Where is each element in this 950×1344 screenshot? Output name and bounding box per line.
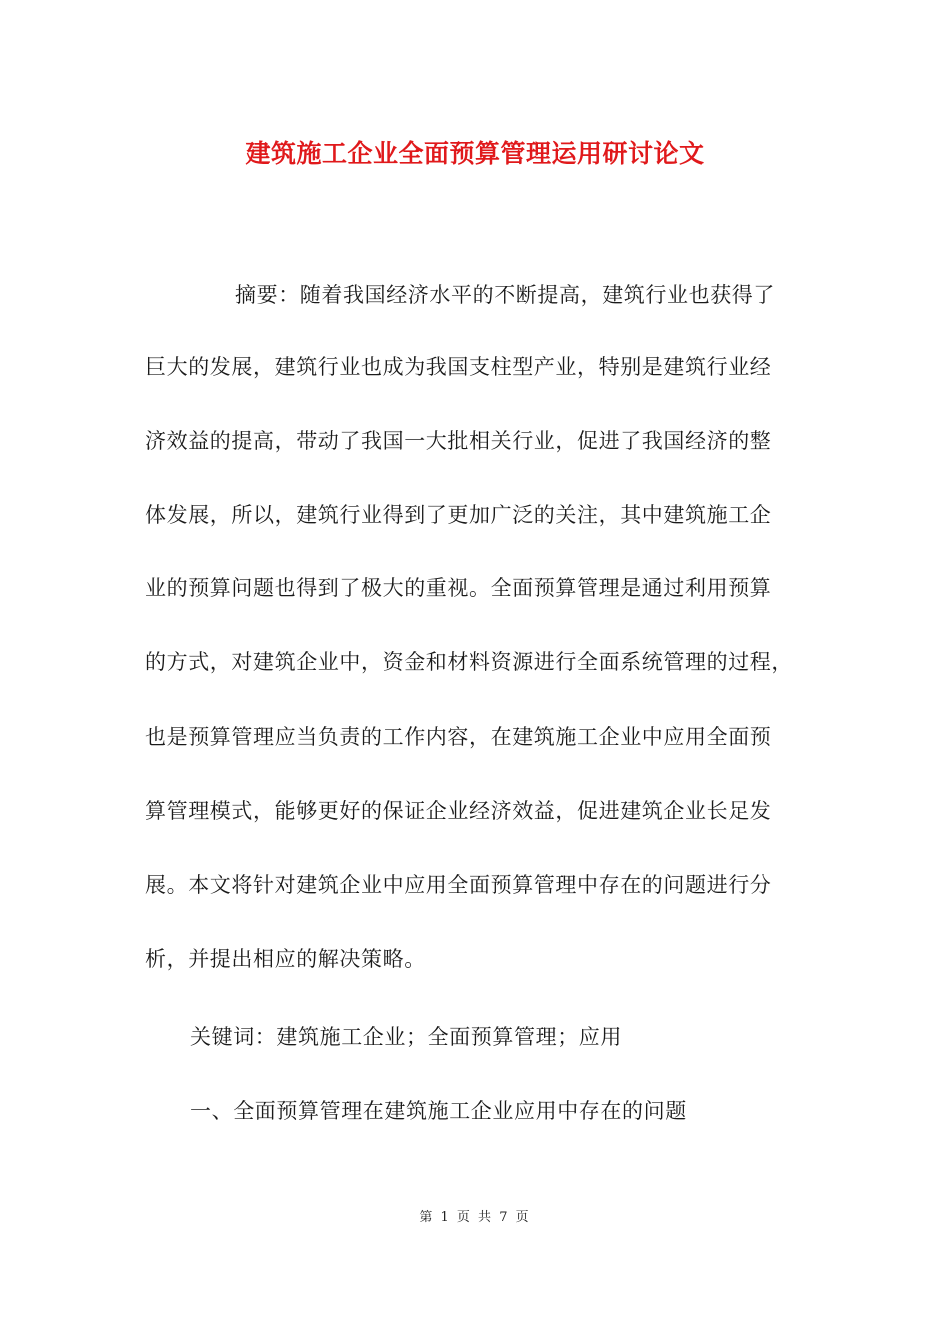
section-heading: 一、全面预算管理在建筑施工企业应用中存在的问题 bbox=[190, 1099, 687, 1123]
keywords-line: 关键词：建筑施工企业；全面预算管理；应用 bbox=[190, 1025, 622, 1049]
page-footer: 第 1 页 共 7 页 bbox=[419, 1210, 531, 1225]
abstract-line: 摘要：随着我国经济水平的不断提高，建筑行业也获得了 bbox=[235, 283, 775, 307]
abstract-line: 展。本文将针对建筑企业中应用全面预算管理中存在的问题进行分 bbox=[145, 873, 772, 897]
abstract-line: 巨大的发展，建筑行业也成为我国支柱型产业，特别是建筑行业经 bbox=[145, 355, 772, 379]
abstract-line: 也是预算管理应当负责的工作内容，在建筑施工企业中应用全面预 bbox=[145, 725, 772, 749]
abstract-line: 算管理模式，能够更好的保证企业经济效益，促进建筑企业长足发 bbox=[145, 799, 772, 823]
abstract-line: 济效益的提高，带动了我国一大批相关行业，促进了我国经济的整 bbox=[145, 429, 772, 453]
abstract-line: 的方式，对建筑企业中，资金和材料资源进行全面系统管理的过程， bbox=[145, 650, 793, 674]
abstract-line: 体发展，所以，建筑行业得到了更加广泛的关注，其中建筑施工企 bbox=[145, 503, 772, 527]
abstract-line: 析，并提出相应的解决策略。 bbox=[145, 947, 426, 971]
document-title: 建筑施工企业全面预算管理运用研讨论文 bbox=[245, 139, 705, 168]
abstract-line: 业的预算问题也得到了极大的重视。全面预算管理是通过利用预算 bbox=[145, 576, 772, 600]
